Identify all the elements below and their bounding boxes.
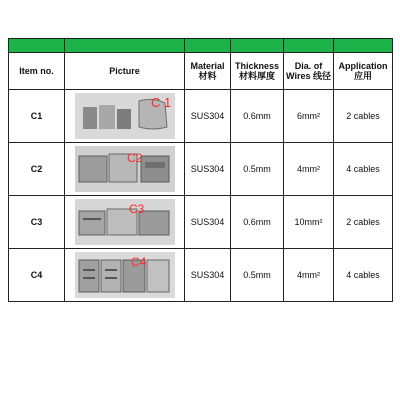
picture-cell — [65, 249, 185, 302]
application-cell: 4 cables — [334, 249, 393, 302]
photo-label: C 1 — [150, 95, 171, 110]
wire-dia-cell: 6mm² — [284, 90, 334, 143]
picture-cell — [65, 90, 185, 143]
header-material: Material 材料 — [185, 53, 231, 90]
table-row — [9, 196, 393, 249]
material-cell: SUS304 — [185, 249, 231, 302]
material-cell: SUS304 — [185, 90, 231, 143]
header-application: Application 应用 — [334, 53, 393, 90]
header-picture: Picture — [65, 53, 185, 90]
spec-table — [8, 38, 393, 302]
header-bar — [9, 39, 393, 53]
material-cell: SUS304 — [185, 196, 231, 249]
table-row — [9, 143, 393, 196]
table-row — [9, 90, 393, 143]
wire-dia-cell: 4mm² — [284, 143, 334, 196]
photo-label: C3 — [128, 202, 144, 216]
header-item: Item no. — [9, 53, 65, 90]
material-cell: SUS304 — [185, 143, 231, 196]
picture-cell — [65, 143, 185, 196]
product-photo — [75, 199, 175, 245]
wire-dia-cell: 10mm² — [284, 196, 334, 249]
product-photo — [75, 146, 175, 192]
thickness-cell: 0.5mm — [231, 249, 284, 302]
thickness-cell: 0.5mm — [231, 143, 284, 196]
table-row — [9, 249, 393, 302]
header-wires: Dia. of Wires 线径 — [284, 53, 334, 90]
application-cell: 4 cables — [334, 143, 393, 196]
thickness-cell: 0.6mm — [231, 196, 284, 249]
photo-label: C4 — [130, 255, 146, 269]
application-cell: 2 cables — [334, 90, 393, 143]
photo-label: C2 — [126, 151, 142, 165]
product-photo — [75, 252, 175, 298]
thickness-cell: 0.6mm — [231, 90, 284, 143]
product-photo — [75, 93, 175, 139]
item-number: C4 — [9, 249, 65, 302]
item-number: C2 — [9, 143, 65, 196]
picture-cell — [65, 196, 185, 249]
item-number: C1 — [9, 90, 65, 143]
header-thickness: Thickness 材料厚度 — [231, 53, 284, 90]
application-cell: 2 cables — [334, 196, 393, 249]
item-number: C3 — [9, 196, 65, 249]
header-row — [9, 53, 393, 90]
wire-dia-cell: 4mm² — [284, 249, 334, 302]
